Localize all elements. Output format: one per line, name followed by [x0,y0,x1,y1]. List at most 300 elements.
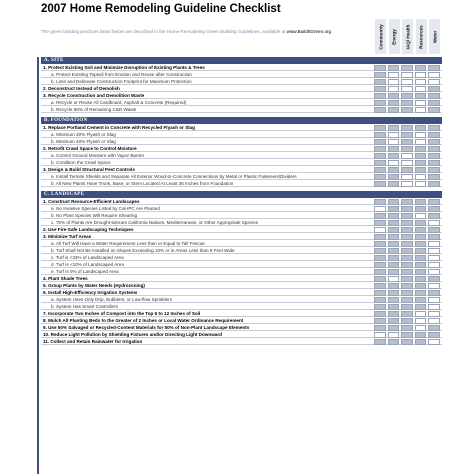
checkbox-energy [388,297,400,303]
checkbox-iaq-health [401,220,413,226]
checklist-item-row [41,64,442,71]
checklist-sheet [8,0,442,474]
section-heading [41,191,442,198]
checkbox-water [428,93,440,99]
checkbox-resources [415,220,427,226]
checkbox-energy[interactable] [388,160,400,166]
checkbox-group [374,138,442,145]
checkbox-iaq-health [401,255,413,261]
checkbox-water[interactable] [428,79,440,85]
checklist-item-label: 3. Design & Build Structural Pest Controls [43,167,135,172]
checkbox-energy [388,100,400,106]
checklist-item-label: 5. Group Plants by Water Needs (Hydrozoning) [43,283,145,288]
checklist-subitem-row [41,173,442,180]
checkbox-group [374,152,442,159]
checkbox-iaq-health [401,248,413,254]
checkbox-resources[interactable] [415,132,427,138]
checkbox-energy [388,255,400,261]
checkbox-community [374,125,386,131]
checkbox-energy [388,304,400,310]
checkbox-group [374,212,442,219]
checkbox-resources[interactable] [415,79,427,85]
checkbox-water [428,160,440,166]
checkbox-water[interactable] [428,241,440,247]
checkbox-water [428,125,440,131]
checkbox-iaq-health [401,206,413,212]
checkbox-resources [415,206,427,212]
checkbox-resources [415,283,427,289]
checkbox-resources [415,199,427,205]
checkbox-resources [415,241,427,247]
checkbox-resources [415,125,427,131]
checklist-item-row [41,198,442,205]
checkbox-resources [415,160,427,166]
checkbox-group [374,145,442,152]
checklist-subitem-label: b. System Has Smart Controllers [51,304,118,309]
checkbox-group [374,268,442,275]
checkbox-energy [388,174,400,180]
checkbox-water [428,132,440,138]
checklist-item-row [41,317,442,324]
checkbox-water[interactable] [428,262,440,268]
checkbox-energy [388,181,400,187]
checklist-item-label: 2. Deconstruct Instead of Demolish [43,86,120,91]
checkbox-energy [388,234,400,240]
checkbox-iaq-health [401,241,413,247]
checklist-subitem-label: b. Limit and Delineate Construction Footprint for Maximum Protection [51,79,192,84]
checkbox-energy [388,318,400,324]
checkbox-resources[interactable] [415,100,427,106]
checklist-item-label: 8. Mulch All Planting Beds to the Greater of 2 Inches or Local Water Ordinance Requirement [43,318,244,323]
checkbox-iaq-health[interactable] [401,153,413,159]
checkbox-iaq-health [401,290,413,296]
checkbox-community [374,220,386,226]
checklist-item-label: 2. Retrofit Crawl Space to Control Moisture [43,146,137,151]
checkbox-resources[interactable] [415,318,427,324]
checklist-subitem-label: a. Recycle or Reuse All Cardboard, Asphalt & Concrete (Required) [51,100,187,105]
checkbox-community [374,153,386,159]
checkbox-energy [388,213,400,219]
checkbox-community [374,234,386,240]
checkbox-community [374,311,386,317]
checkbox-community [374,262,386,268]
checklist-item-row [41,85,442,92]
checkbox-water [428,86,440,92]
checkbox-water [428,65,440,71]
checkbox-group [374,317,442,324]
checkbox-resources[interactable] [415,213,427,219]
checkbox-water [428,153,440,159]
checkbox-resources [415,255,427,261]
checkbox-group [374,180,442,187]
checkbox-resources [415,262,427,268]
checklist-subitem-label: a. System Uses Only Drip, Bubblers, or Low-flow Sprinklers [51,297,173,302]
checkbox-water[interactable] [428,269,440,275]
checkbox-iaq-health [401,325,413,331]
checkbox-water [428,146,440,152]
checkbox-group [374,233,442,240]
checkbox-group [374,254,442,261]
checkbox-energy [388,339,400,345]
checkbox-group [374,124,442,131]
checklist-subitem-row [41,219,442,226]
checkbox-group [374,296,442,303]
checkbox-community [374,276,386,282]
checklist-rows [41,57,442,345]
checkbox-resources[interactable] [415,174,427,180]
checkbox-resources [415,167,427,173]
checkbox-resources [415,304,427,310]
checklist-subitem-row [41,268,442,275]
checklist-subitem-row [41,296,442,303]
column-header-water: Water [428,19,440,54]
checkbox-energy [388,262,400,268]
checklist-item-row [41,145,442,152]
column-header-resources: Resources [415,19,427,54]
checkbox-iaq-health [401,269,413,275]
checkbox-water [428,181,440,187]
checkbox-energy [388,325,400,331]
checklist-subitem-label: b. No Plant Species Will Require Shearing [51,213,138,218]
checkbox-energy [388,199,400,205]
checkbox-resources [415,339,427,345]
checkbox-energy [388,167,400,173]
checkbox-group [374,240,442,247]
checklist-item-label: 1. Replace Portland Cement in Concrete with Recycled Flyash or Slag [43,125,195,130]
checkbox-community [374,167,386,173]
left-margin-bar [37,57,39,474]
checkbox-group [374,226,442,233]
checkbox-water [428,199,440,205]
checkbox-resources[interactable] [415,107,427,113]
checkbox-energy [388,290,400,296]
checkbox-water[interactable] [428,297,440,303]
checkbox-water[interactable] [428,72,440,78]
checklist-item-label: 4. Plant Shade Trees [43,276,88,281]
checkbox-energy [388,220,400,226]
checklist-item-row [41,282,442,289]
checkbox-community [374,241,386,247]
checkbox-iaq-health [401,107,413,113]
checkbox-community [374,283,386,289]
checkbox-group [374,310,442,317]
checklist-item-label: 6. Install High-Efficiency Irrigation Systems [43,290,138,295]
checklist-subitem-row [41,254,442,261]
checkbox-group [374,198,442,205]
checklist-item-row [41,289,442,296]
checkbox-group [374,338,442,345]
checklist-subitem-row [41,152,442,159]
checkbox-energy [388,241,400,247]
checklist-subitem-label: b. Minimum 40% Flyash or Slag [51,139,116,144]
checklist-item-label: 1. Construct Resource-Efficient Landscapes [43,199,140,204]
column-header-energy: Energy [388,19,400,54]
checklist-subitem-row [41,138,442,145]
checkbox-water [428,213,440,219]
checklist-item-row [41,310,442,317]
checkbox-iaq-health [401,297,413,303]
checkbox-energy[interactable] [388,72,400,78]
checklist-subitem-row [41,205,442,212]
checkbox-energy[interactable] [388,276,400,282]
checkbox-water[interactable] [428,248,440,254]
checkbox-group [374,64,442,71]
checkbox-energy [388,269,400,275]
checklist-subitem-row [41,131,442,138]
checkbox-community [374,304,386,310]
checkbox-water[interactable] [428,311,440,317]
checkbox-community [374,174,386,180]
checklist-subitem-label: c. 75% of Plants Are Drought-tolerant California Natives, Mediterranean, or Other Appropriate Species [51,220,259,225]
checklist-subitem-label: c. Turf is <33% of Landscaped Area [51,255,124,260]
checklist-item-row [41,233,442,240]
checkbox-energy [388,125,400,131]
checkbox-community [374,339,386,345]
checkbox-community [374,255,386,261]
checkbox-community [374,139,386,145]
section-heading [41,57,442,64]
checklist-item-row [41,166,442,173]
checkbox-resources[interactable] [415,325,427,331]
checkbox-resources[interactable] [415,86,427,92]
checkbox-group [374,106,442,113]
checkbox-community [374,199,386,205]
checkbox-energy[interactable] [388,139,400,145]
checklist-item-label: 9. Use 50% Salvaged or Recycled-Content Materials for 50% of Non-Plant Landscape Elements [43,325,250,330]
column-header-iaq-health: IAQ/ Health [401,19,413,54]
checkbox-community[interactable] [374,332,386,338]
checkbox-iaq-health [401,167,413,173]
checklist-subitem-label: d. Turf is <10% of Landscaped Area [51,262,124,267]
checkbox-community [374,65,386,71]
checkbox-energy [388,248,400,254]
checkbox-water [428,290,440,296]
checkbox-community [374,297,386,303]
section-heading-label: B. FOUNDATION [44,118,88,123]
checkbox-iaq-health [401,283,413,289]
checklist-item-row [41,92,442,99]
checklist-subitem-row [41,212,442,219]
checkbox-energy [388,107,400,113]
checkbox-group [374,282,442,289]
checkbox-energy [388,65,400,71]
checkbox-energy [388,227,400,233]
section-heading-label: A. SITE [44,58,64,63]
checkbox-water [428,100,440,106]
checkbox-energy [388,283,400,289]
checklist-subitem-row [41,71,442,78]
checklist-subitem-label: b. Turf Shall Not Be Installed on Slopes Exceeding 10% or in Areas Less than 8 Feet Wide [51,248,235,253]
section-heading-label: C. LANDSCAPE [44,192,85,197]
checklist-subitem-row [41,106,442,113]
checkbox-group [374,247,442,254]
checkbox-water [428,139,440,145]
checklist-subitem-label: e. Turf is 0% of Landscaped Area [51,269,119,274]
checkbox-resources [415,146,427,152]
checkbox-iaq-health [401,139,413,145]
checkbox-group [374,324,442,331]
checklist-item-label: 7. Incorporate Two Inches of Compost into the Top 6 to 12 Inches of Soil [43,311,201,316]
checkbox-community [374,290,386,296]
checklist-subitem-row [41,180,442,187]
checkbox-group [374,205,442,212]
checkbox-community [374,181,386,187]
checkbox-energy [388,311,400,317]
checkbox-iaq-health [401,332,413,338]
checkbox-iaq-health [401,213,413,219]
checklist-item-label: 3. Recycle Construction and Demolition Waste [43,93,145,98]
checkbox-resources [415,297,427,303]
checkbox-group [374,78,442,85]
checkbox-group [374,99,442,106]
checkbox-energy[interactable] [388,332,400,338]
checklist-subitem-label: b. Recycle 50% of Remaining C&D Waste [51,107,137,112]
checkbox-water [428,206,440,212]
checkbox-resources [415,248,427,254]
checklist-subitem-label: a. Minimum 30% Flyash or Slag [51,132,116,137]
checklist-subitem-row [41,261,442,268]
checkbox-resources [415,332,427,338]
checkbox-community [374,318,386,324]
checkbox-resources[interactable] [415,181,427,187]
checkbox-community [374,248,386,254]
checkbox-group [374,275,442,282]
checkbox-community [374,132,386,138]
checkbox-community [374,93,386,99]
checklist-subitem-row [41,99,442,106]
checkbox-water[interactable] [428,304,440,310]
checkbox-iaq-health [401,227,413,233]
checkbox-iaq-health [401,304,413,310]
checkbox-group [374,303,442,310]
checkbox-community [374,79,386,85]
checkbox-group [374,85,442,92]
checkbox-group [374,261,442,268]
checkbox-iaq-health [401,93,413,99]
checkbox-iaq-health [401,262,413,268]
checkbox-iaq-health [401,318,413,324]
checklist-item-row [41,275,442,282]
checkbox-iaq-health[interactable] [401,160,413,166]
checkbox-iaq-health [401,125,413,131]
checkbox-resources [415,276,427,282]
checkbox-group [374,159,442,166]
checkbox-water [428,234,440,240]
column-header-community: Community [374,19,386,54]
checklist-item-label: 10. Reduce Light Pollution by Shielding Fixtures and/or Directing Light Downward [43,332,222,337]
checkbox-water [428,276,440,282]
checkbox-water[interactable] [428,318,440,324]
checklist-item-label: 2. Use Fire-Safe Landscaping Techniques [43,227,134,232]
checkbox-energy [388,93,400,99]
checkbox-water [428,107,440,113]
checkbox-iaq-health [401,199,413,205]
checkbox-group [374,71,442,78]
checkbox-iaq-health [401,100,413,106]
checklist-subitem-row [41,78,442,85]
checkbox-energy [388,153,400,159]
checkbox-group [374,289,442,296]
checkbox-resources[interactable] [415,311,427,317]
checkbox-iaq-health [401,234,413,240]
checkbox-community [374,100,386,106]
checkbox-community [374,72,386,78]
checkbox-community [374,213,386,219]
checkbox-iaq-health [401,65,413,71]
checkbox-resources [415,234,427,240]
checkbox-energy [388,206,400,212]
checkbox-group [374,219,442,226]
checkbox-water[interactable] [428,339,440,345]
intro-description: The green building practices listed below are described in the Home Remodeling Green Building Guidelines, available at [41,29,286,34]
checklist-item-row [41,324,442,331]
checklist-item-row [41,338,442,345]
checkbox-water[interactable] [428,255,440,261]
checkbox-community [374,86,386,92]
checkbox-iaq-health[interactable] [401,72,413,78]
checkbox-iaq-health [401,339,413,345]
checkbox-iaq-health [401,276,413,282]
checkbox-resources [415,65,427,71]
checkbox-iaq-health [401,132,413,138]
checklist-subitem-label: b. All New Plants Have Trunk, Base, or Stem Located At Least 36 Inches from Foundation [51,181,234,186]
checkbox-energy [388,146,400,152]
checkbox-iaq-health [401,146,413,152]
checkbox-resources[interactable] [415,139,427,145]
checklist-subitem-label: a. No Invasive Species Listed by Cal-IPC Are Planted [51,206,160,211]
checklist-subitem-row [41,247,442,254]
checkbox-energy[interactable] [388,86,400,92]
checkbox-group [374,131,442,138]
checkbox-iaq-health [401,311,413,317]
checkbox-energy[interactable] [388,79,400,85]
checkbox-iaq-health[interactable] [401,174,413,180]
checkbox-iaq-health[interactable] [401,181,413,187]
checkbox-community [374,160,386,166]
checkbox-group [374,331,442,338]
checkbox-community[interactable] [374,227,386,233]
page-title: 2007 Home Remodeling Guideline Checklist [41,3,281,15]
checklist-item-label: 11. Collect and Retain Rainwater for Irrigation [43,339,143,344]
checkbox-community [374,269,386,275]
checkbox-group [374,173,442,180]
checkbox-community [374,146,386,152]
checkbox-resources [415,290,427,296]
checklist-subitem-row [41,303,442,310]
checkbox-resources [415,269,427,275]
checklist-subitem-label: a. Control Ground Moisture with Vapor Barrier [51,153,145,158]
checkbox-water [428,174,440,180]
intro-url-link[interactable]: www.BuildItGreen.org [286,29,332,34]
checkbox-resources [415,153,427,159]
checkbox-iaq-health[interactable] [401,79,413,85]
checklist-item-row [41,226,442,233]
checklist-subitem-row [41,159,442,166]
checkbox-iaq-health[interactable] [401,86,413,92]
section-heading [41,117,442,124]
checkbox-community[interactable] [374,206,386,212]
checklist-subitem-label: b. Condition the Crawl Space [51,160,111,165]
checkbox-water[interactable] [428,220,440,226]
checkbox-water[interactable] [428,283,440,289]
checklist-subitem-label: a. Install Termite Shields and Separate All Exterior Wood-to-Concrete Connections by Metal or Plastic Fasteners/Dividers [51,174,297,179]
checkbox-water [428,325,440,331]
checkbox-resources[interactable] [415,72,427,78]
checkbox-energy[interactable] [388,132,400,138]
checkbox-group [374,92,442,99]
checklist-item-row [41,124,442,131]
checkbox-community [374,107,386,113]
